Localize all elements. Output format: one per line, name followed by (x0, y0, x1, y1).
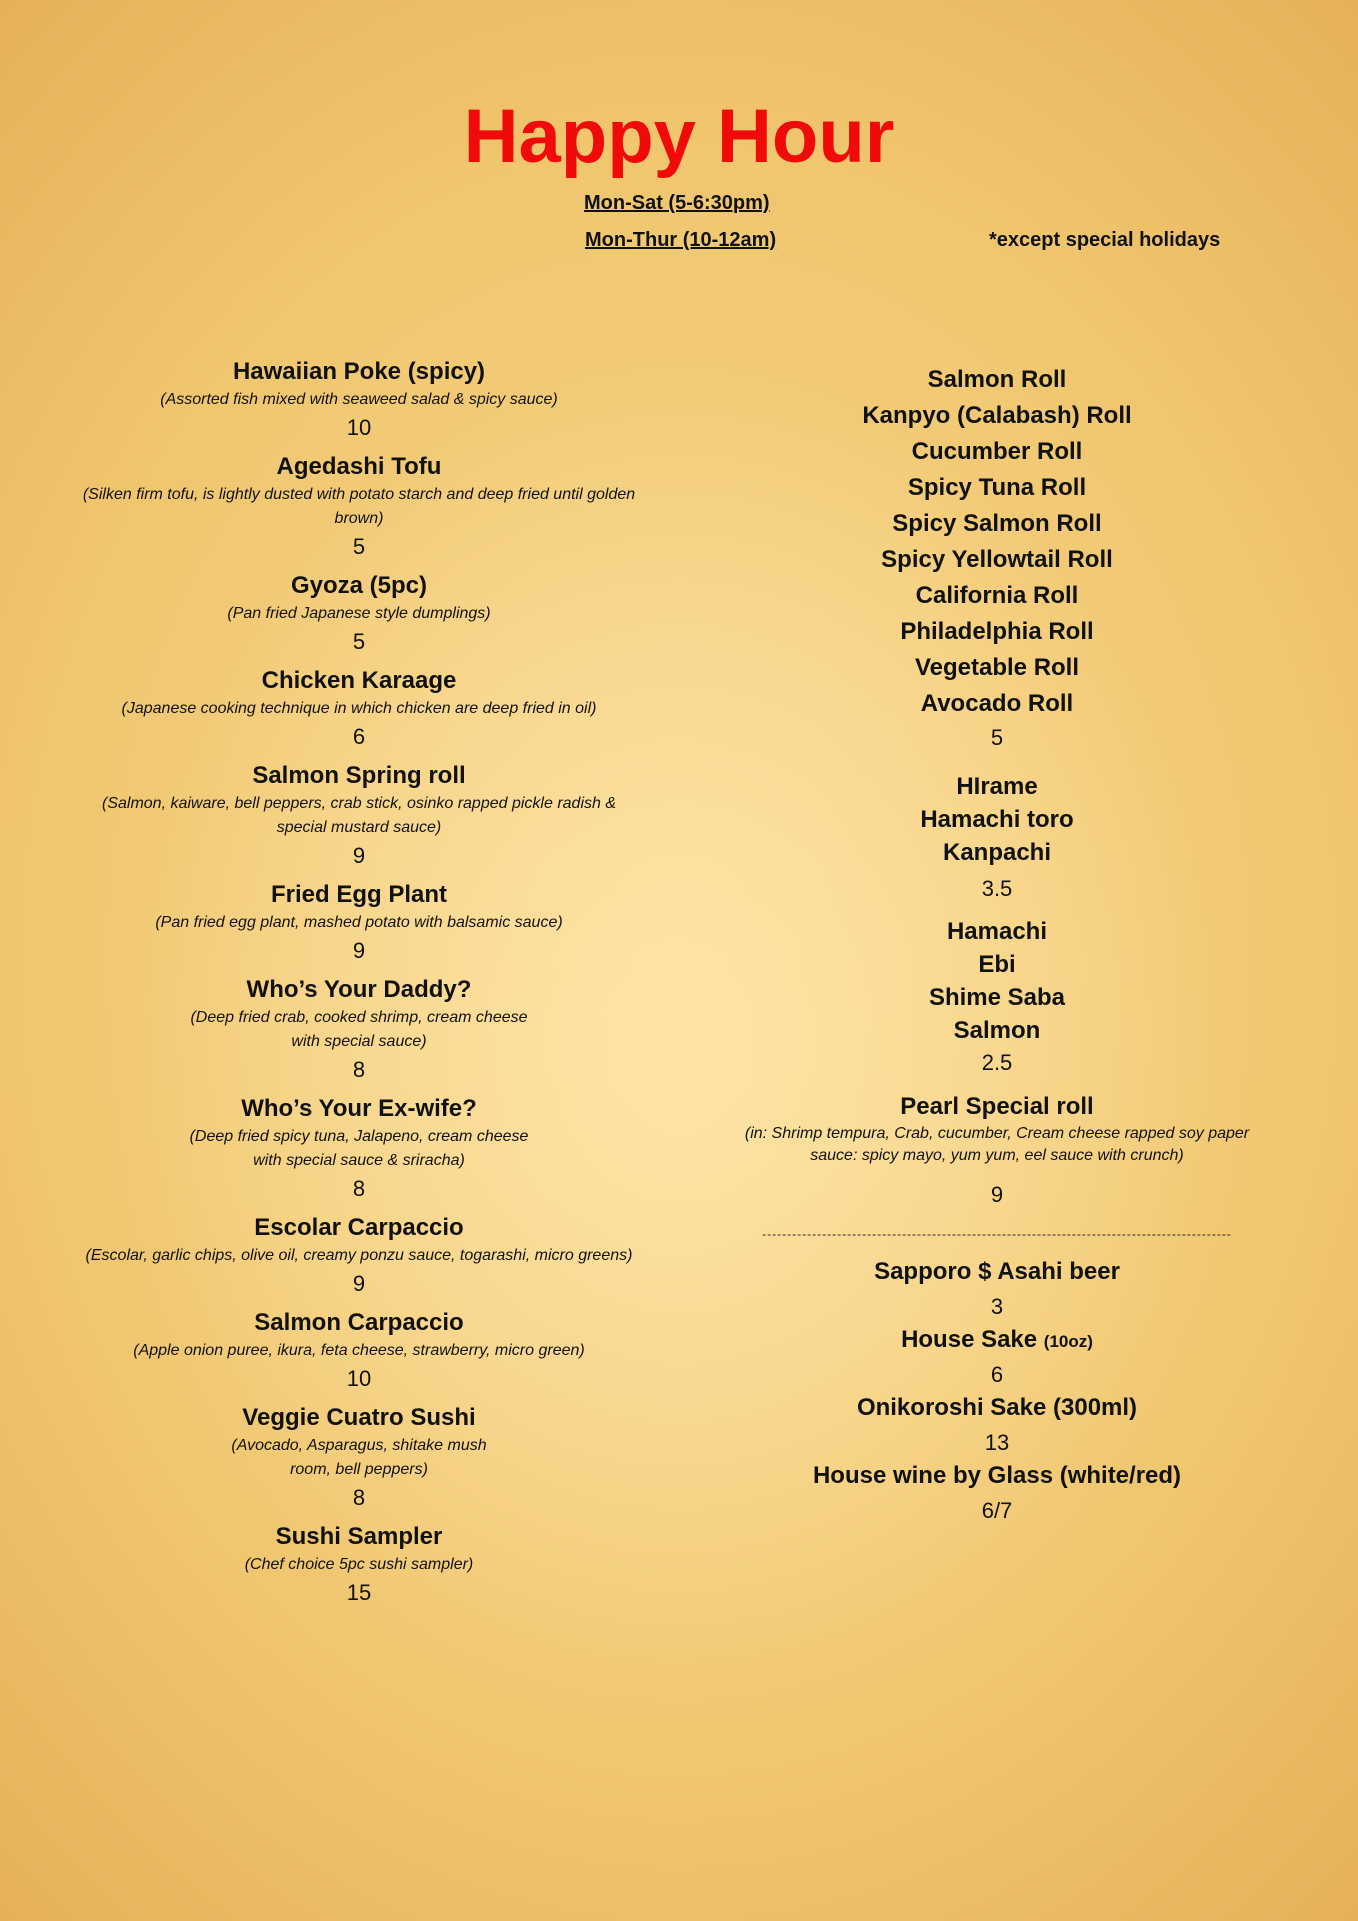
menu-item (79, 974, 639, 1086)
item-price: 6 (352, 724, 366, 749)
item-name: Escolar Carpaccio (254, 1214, 464, 1241)
hours-mon-thur: Mon-Thur (10-12am) (585, 229, 777, 251)
drink-price: 13 (984, 1430, 1010, 1455)
roll-item: Spicy Tuna Roll (907, 474, 1087, 501)
special-roll-desc-line2: sauce: spicy mayo, yum yum, eel sauce with crunch) (810, 1147, 1184, 1164)
item-description: (Salmon, kaiware, bell peppers, crab stick, osinko rapped pickle radish & special mustard sauce) (101, 795, 617, 836)
drink-name (720, 1323, 1274, 1359)
item-description: (Deep fried spicy tuna, Jalapeno, cream cheese with special sauce & sriracha) (189, 1128, 529, 1169)
item-price: 9 (352, 843, 366, 868)
item-description: (Escolar, garlic chips, olive oil, creamy ponzu sauce, togarashi, micro greens) (85, 1247, 633, 1264)
item-name: Who’s Your Daddy? (246, 976, 472, 1003)
nigiri-group-a (720, 770, 1274, 905)
menu-item (79, 1307, 639, 1395)
item-price: 8 (352, 1057, 366, 1082)
drink-name-text: House Sake (901, 1326, 1044, 1353)
roll-item: Vegetable Roll (914, 654, 1080, 681)
item-price: 10 (346, 415, 372, 440)
hours-mon-sat: Mon-Sat (5-6:30pm) (584, 192, 770, 214)
drink-price: 6/7 (981, 1498, 1013, 1523)
special-roll-desc-line1: (in: Shrimp tempura, Crab, cucumber, Cream cheese rapped soy paper (744, 1125, 1250, 1142)
drink-price: 6 (990, 1362, 1004, 1387)
item-name: Chicken Karaage (261, 667, 457, 694)
special-roll-name: Pearl Special roll (900, 1093, 1094, 1120)
drink-name (720, 1459, 1274, 1495)
sushi-drinks-column (720, 362, 1274, 1527)
drink-size: (10oz) (1043, 1332, 1093, 1351)
nigiri-group-b (720, 915, 1274, 1079)
roll-group (720, 362, 1274, 754)
item-description: (Pan fried Japanese style dumplings) (227, 605, 491, 622)
drink-name-text: Onikoroshi Sake (300ml) (856, 1394, 1138, 1421)
menu-item (79, 879, 639, 967)
item-name: Salmon Spring roll (252, 762, 466, 789)
roll-item: Avocado Roll (920, 690, 1074, 717)
drink-name-text: Sapporo $ Asahi beer (874, 1258, 1120, 1285)
roll-item: Philadelphia Roll (900, 618, 1094, 645)
drink-price: 3 (990, 1294, 1004, 1319)
drink-name (720, 1391, 1274, 1427)
roll-item: Kanpyo (Calabash) Roll (862, 402, 1132, 429)
item-name: Gyoza (5pc) (290, 572, 428, 599)
menu-item (79, 1093, 639, 1205)
page-title: Happy Hour (463, 94, 895, 179)
menu-item (79, 451, 639, 563)
item-name: Agedashi Tofu (276, 453, 442, 480)
item-description: (Deep fried crab, cooked shrimp, cream cheese with special sauce) (190, 1009, 528, 1050)
item-description: (Assorted fish mixed with seaweed salad & spicy sauce) (160, 391, 558, 408)
item-price: 9 (352, 938, 366, 963)
drinks-section (720, 1255, 1274, 1527)
item-description: (Avocado, Asparagus, shitake mush room, bell peppers) (231, 1437, 487, 1478)
menu-item (79, 356, 639, 444)
item-price: 8 (352, 1176, 366, 1201)
menu-item (79, 760, 639, 872)
drink-name (720, 1255, 1274, 1291)
item-name: Fried Egg Plant (270, 881, 447, 908)
item-price: 8 (352, 1485, 366, 1510)
item-name: Hawaiian Poke (spicy) (232, 358, 486, 385)
item-name: Salmon Carpaccio (254, 1309, 464, 1336)
nigiri-group-a-price: 3.5 (981, 876, 1013, 901)
item-price: 9 (352, 1271, 366, 1296)
appetizer-column (79, 356, 639, 1616)
item-price: 5 (352, 534, 366, 559)
holiday-note: *except special holidays (989, 229, 1221, 251)
roll-item: Salmon Roll (927, 366, 1067, 393)
nigiri-item: Salmon (953, 1017, 1041, 1044)
item-price: 5 (352, 629, 366, 654)
nigiri-item: Hamachi toro (920, 806, 1074, 833)
menu-item (79, 1521, 639, 1609)
special-roll (720, 1091, 1274, 1211)
roll-item: Spicy Yellowtail Roll (881, 546, 1113, 573)
item-description: (Apple onion puree, ikura, feta cheese, strawberry, micro green) (133, 1342, 585, 1359)
nigiri-item: HIrame (956, 773, 1038, 800)
menu-item (79, 570, 639, 658)
section-divider: ---------------------------------------------------------------------------------------------- (762, 1227, 1232, 1241)
drink-name-text: House wine by Glass (white/red) (812, 1462, 1182, 1489)
item-price: 10 (346, 1366, 372, 1391)
item-description: (Pan fried egg plant, mashed potato with balsamic sauce) (155, 914, 563, 931)
roll-group-price: 5 (990, 725, 1004, 750)
roll-item: California Roll (915, 582, 1079, 609)
item-description: (Chef choice 5pc sushi sampler) (244, 1556, 474, 1573)
item-description: (Japanese cooking technique in which chicken are deep fried in oil) (121, 700, 597, 717)
menu-item (79, 1212, 639, 1300)
nigiri-item: Kanpachi (942, 839, 1052, 866)
nigiri-group-b-price: 2.5 (981, 1050, 1013, 1075)
nigiri-item: Hamachi (946, 918, 1048, 945)
special-roll-price: 9 (990, 1182, 1004, 1207)
nigiri-item: Shime Saba (928, 984, 1066, 1011)
nigiri-item: Ebi (978, 951, 1016, 978)
item-price: 15 (346, 1580, 372, 1605)
menu-item (79, 1402, 639, 1514)
item-name: Who’s Your Ex-wife? (241, 1095, 477, 1122)
roll-item: Spicy Salmon Roll (892, 510, 1102, 537)
item-name: Veggie Cuatro Sushi (242, 1404, 476, 1431)
item-name: Sushi Sampler (275, 1523, 443, 1550)
item-description: (Silken firm tofu, is lightly dusted with potato starch and deep fried until golden brown) (82, 486, 636, 527)
roll-item: Cucumber Roll (911, 438, 1083, 465)
menu-item (79, 665, 639, 753)
